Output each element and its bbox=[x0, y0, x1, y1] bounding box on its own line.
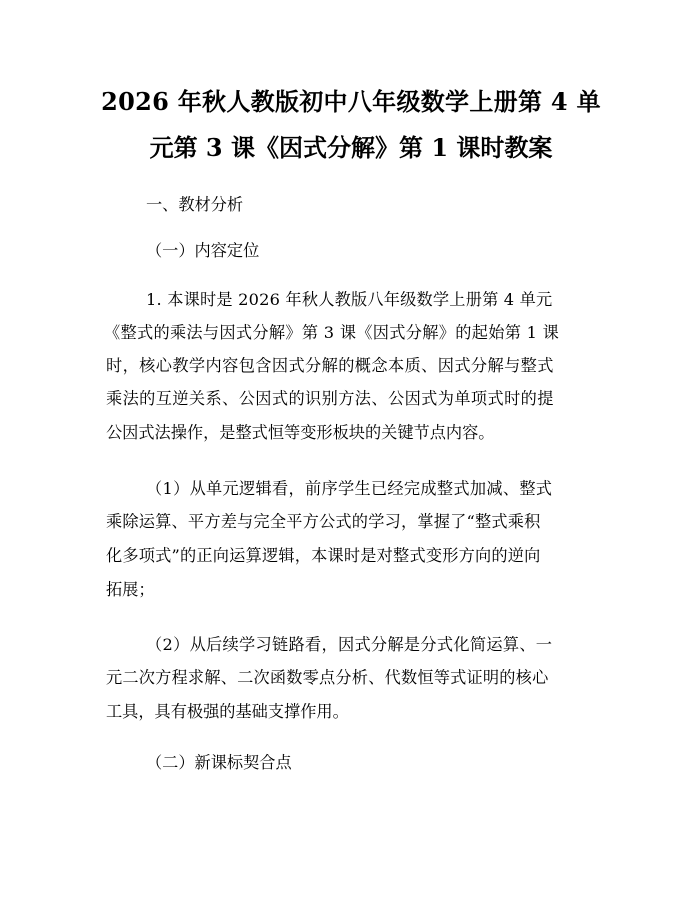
paragraph-line: 化多项式”的正向运算逻辑，本课时是对整式变形方向的逆向 bbox=[106, 546, 541, 565]
subsection-heading: （二）新课标契合点 bbox=[146, 753, 292, 772]
paragraph-line: 时，核心教学内容包含因式分解的概念本质、因式分解与整式 bbox=[106, 356, 554, 375]
paragraph-line: 工具，具有极强的基础支撑作用。 bbox=[106, 702, 349, 721]
paragraph-line: 拓展； bbox=[106, 580, 155, 599]
paragraph-line: 《整式的乘法与因式分解》第 3 课《因式分解》的起始第 1 课 bbox=[104, 323, 560, 342]
document-title-line-2: 元第 3 课《因式分解》第 1 课时教案 bbox=[149, 133, 553, 162]
paragraph-line: 元二次方程求解、二次函数零点分析、代数恒等式证明的核心 bbox=[106, 668, 549, 687]
paragraph-line: 公因式法操作，是整式恒等变形板块的关键节点内容。 bbox=[106, 423, 495, 442]
paragraph-line: 1. 本课时是 2026 年秋人教版八年级数学上册第 4 单元 bbox=[146, 290, 553, 309]
section-heading: 一、教材分析 bbox=[146, 195, 244, 214]
paragraph-line: （2）从后续学习链路看，因式分解是分式化简运算、一 bbox=[146, 635, 553, 654]
paragraph-line: （1）从单元逻辑看，前序学生已经完成整式加减、整式 bbox=[146, 479, 553, 498]
subsection-heading: （一）内容定位 bbox=[146, 241, 260, 260]
paragraph-line: 乘除运算、平方差与完全平方公式的学习，掌握了“整式乘积 bbox=[106, 512, 541, 531]
paragraph-line: 乘法的互逆关系、公因式的识别方法、公因式为单项式时的提 bbox=[106, 389, 554, 408]
document-title-line-1: 2026 年秋人教版初中八年级数学上册第 4 单 bbox=[101, 87, 601, 116]
